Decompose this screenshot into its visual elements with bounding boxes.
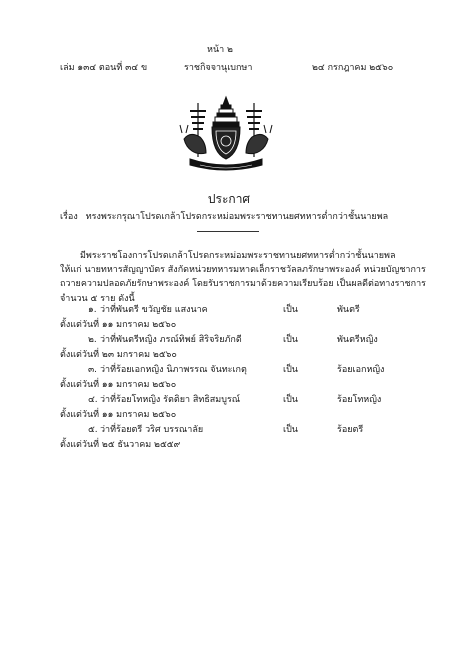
item-be: เป็น	[283, 305, 298, 315]
item-name: ว่าที่ร้อยเอกหญิง นิภาพรรณ จันทะเกตุ	[100, 365, 247, 375]
item-rank: พันตรีหญิง	[337, 335, 378, 345]
item-rank: ร้อยเอกหญิง	[337, 365, 385, 375]
royal-emblem-icon	[176, 95, 276, 175]
item-number: ๓.	[88, 365, 98, 375]
item-name: ว่าที่พันตรีหญิง ภรณ์ทิพย์ สิริจริยภักดี	[100, 335, 242, 345]
item-rank: พันตรี	[337, 305, 360, 315]
item-name: ว่าที่พันตรี ขวัญชัย แสงนาค	[100, 305, 208, 315]
body-paragraph	[60, 249, 426, 306]
subject-text: ทรงพระกรุณาโปรดเกล้าโปรดกระหม่อมพระราชทานยศทหารต่ำกว่าชั้นนายพล	[85, 212, 389, 222]
item-number: ๔.	[88, 395, 98, 405]
body-line: จำนวน ๕ ราย ดังนี้	[60, 293, 135, 304]
item-rank: ร้อยโทหญิง	[337, 395, 382, 405]
gazette-name: ราชกิจจานุเบกษา	[184, 63, 253, 73]
item-name: ว่าที่ร้อยโทหญิง รัตติยา สิทธิสมบูรณ์	[100, 395, 241, 405]
publication-date: ๒๔ กรกฎาคม ๒๕๖๐	[312, 63, 394, 73]
item-effective-date: ตั้งแต่วันที่ ๒๓ มกราคม ๒๕๖๐	[60, 350, 177, 360]
subject-line	[60, 212, 388, 223]
item-be: เป็น	[283, 365, 298, 375]
item-rank: ร้อยตรี	[337, 425, 364, 435]
item-number: ๒.	[88, 335, 97, 345]
item-effective-date: ตั้งแต่วันที่ ๑๑ มกราคม ๒๕๖๐	[60, 380, 177, 390]
page-number: หน้า ๒	[207, 45, 233, 55]
item-name: ว่าที่ร้อยตรี วริศ บรรณาลัย	[100, 425, 204, 435]
body-line: ให้แก่ นายทหารสัญญาบัตร สังกัดหน่วยทหารมหาดเล็กราชวัลลภรักษาพระองค์ หน่วยบัญชาการ	[60, 265, 426, 276]
item-be: เป็น	[283, 395, 298, 405]
body-line: มีพระราชโองการโปรดเกล้าโปรดกระหม่อมพระราชทานยศทหารต่ำกว่าชั้นนายพล	[80, 251, 396, 261]
page-title: ประกาศ	[207, 192, 251, 206]
item-effective-date: ตั้งแต่วันที่ ๑๑ มกราคม ๒๕๖๐	[60, 410, 177, 420]
item-be: เป็น	[283, 425, 298, 435]
subject-label: เรื่อง	[60, 212, 78, 222]
item-number: ๑.	[88, 305, 97, 315]
item-number: ๕.	[88, 425, 98, 435]
item-effective-date: ตั้งแต่วันที่ ๑๑ มกราคม ๒๕๖๐	[60, 320, 177, 330]
volume-info: เล่ม ๑๓๔ ตอนที่ ๓๔ ข	[60, 63, 148, 73]
title-divider	[197, 231, 259, 232]
item-effective-date: ตั้งแต่วันที่ ๒๕ ธันวาคม ๒๕๕๙	[60, 440, 181, 450]
item-be: เป็น	[283, 335, 298, 345]
body-line: ถวายความปลอดภัยรักษาพระองค์ โดยรับราชการมาด้วยความเรียบร้อย เป็นผลดีต่อทางราชการ	[60, 279, 426, 290]
